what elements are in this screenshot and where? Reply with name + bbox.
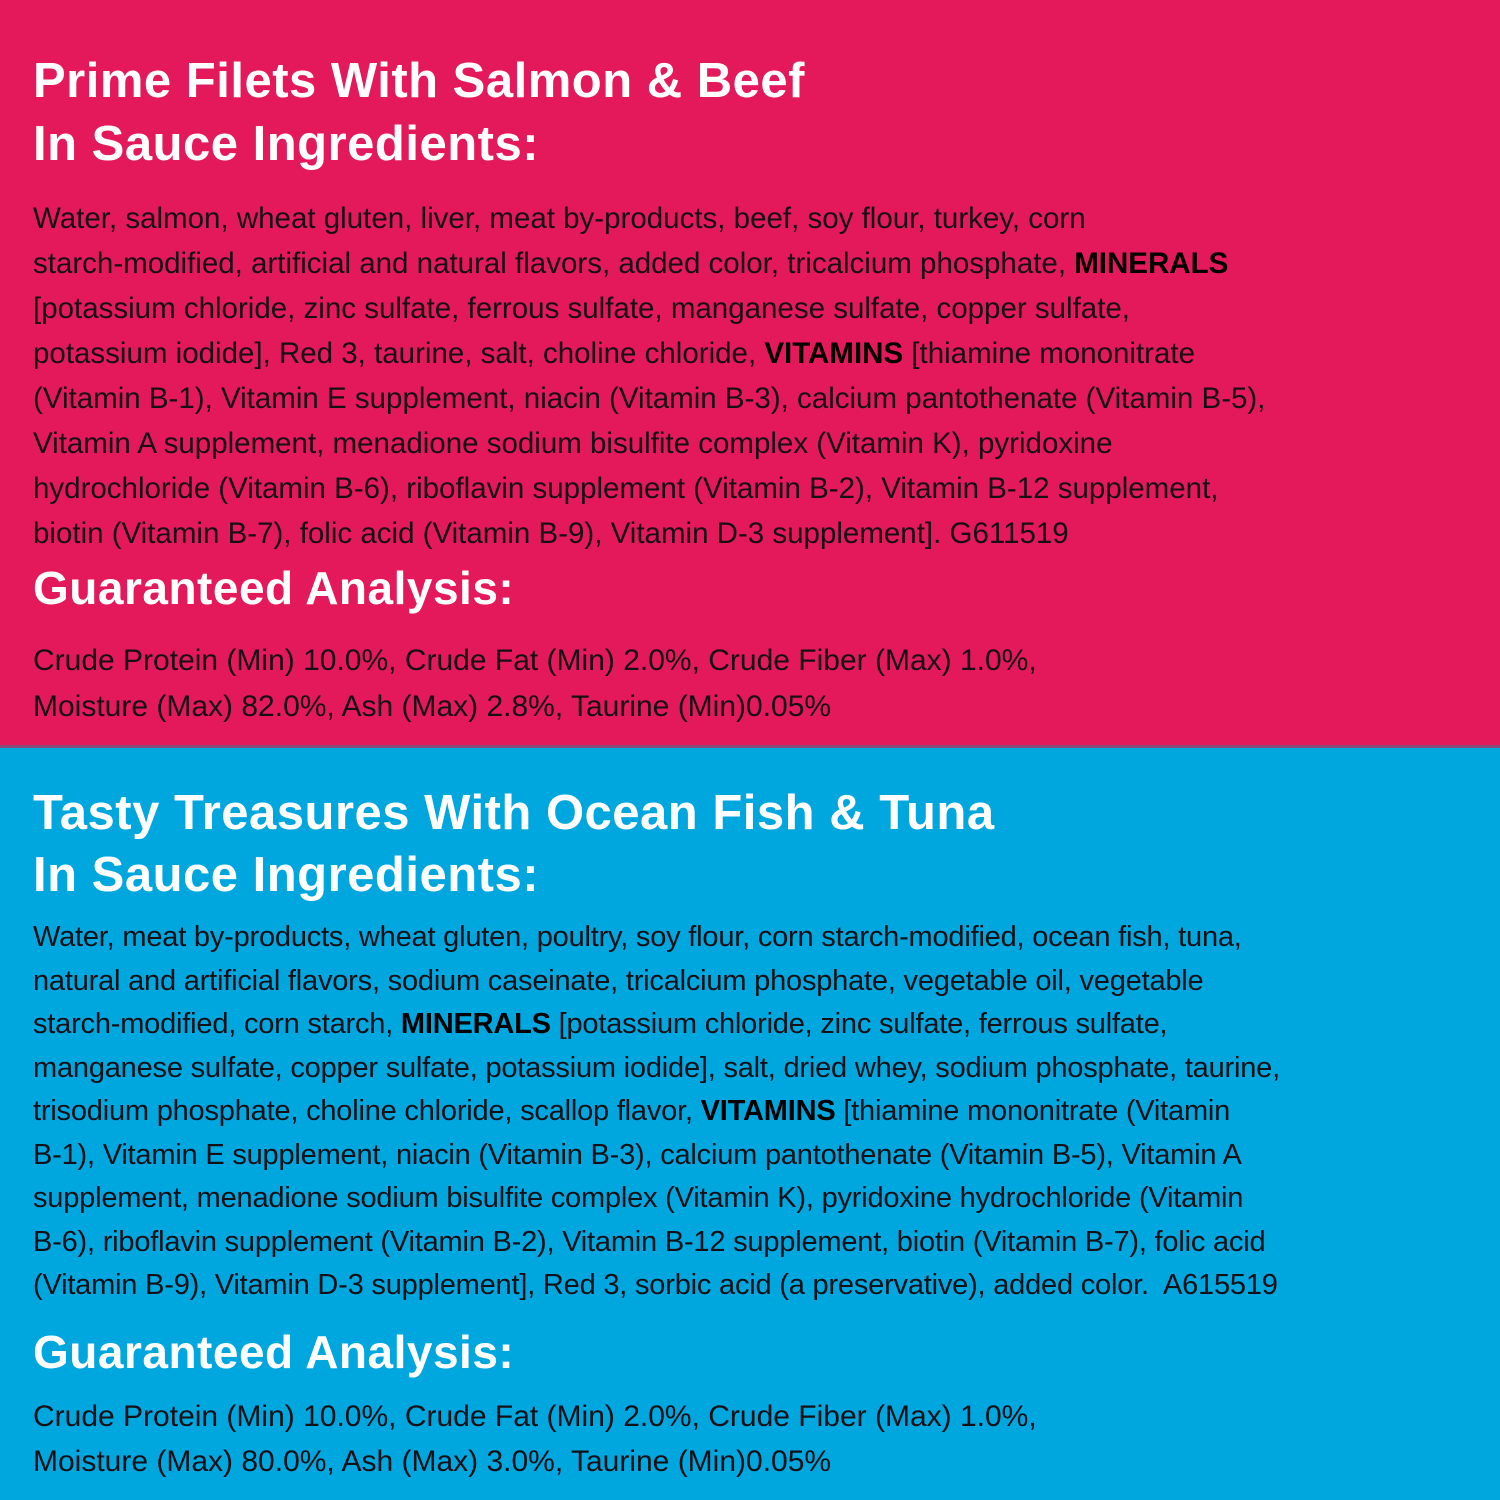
section-prime-filets bbox=[0, 0, 1500, 745]
section-tasty-treasures bbox=[0, 748, 1500, 1500]
product-1-heading: Prime Filets With Salmon & Beef In Sauce Ingredients: bbox=[33, 54, 805, 171]
product-1-guaranteed-analysis-heading: Guaranteed Analysis: bbox=[33, 562, 515, 614]
product-2-guaranteed-analysis-text: Crude Protein (Min) 10.0%, Crude Fat (Min) 2.0%, Crude Fiber (Max) 1.0%, Moisture (Max) 80.0%, Ash (Max) 3.0%, Taurine (Min)0.05% bbox=[33, 1399, 1037, 1478]
product-1-guaranteed-analysis-text: Crude Protein (Min) 10.0%, Crude Fat (Min) 2.0%, Crude Fiber (Max) 1.0%, Moisture (Max) 82.0%, Ash (Max) 2.8%, Taurine (Min)0.05% bbox=[33, 644, 1037, 723]
product-2-ingredients-text: Water, meat by-products, wheat gluten, poultry, soy flour, corn starch-modified, ocean fish, tuna, natural and artificial flavors, sodium caseinate, tricalcium phosphate, vegetable oil, vegetable starch-modified, corn starch, MINERALS [potassium chloride, zinc sulfate, ferrous sulfate, manganese sulfate, copper sulfate, potassium iodide], salt, dried whey, sodium phosphate, taurine, trisodium phosphate, choline chloride, scallop flavor, VITAMINS [thiamine mononitrate (Vitamin B-1), Vitamin E supplement, niacin (Vitamin B-3), calcium pantothenate (Vitamin B-5), Vitamin A supplement, menadione sodium bisulfite complex (Vitamin K), pyridoxine hydrochloride (Vitamin B-6), riboflavin supplement (Vitamin B-2), Vitamin B-12 supplement, biotin (Vitamin B-7), folic acid (Vitamin B-9), Vitamin D-3 supplement], Red 3, sorbic acid (a preservative), added color. A615519 bbox=[33, 921, 1280, 1301]
product-2-guaranteed-analysis-heading: Guaranteed Analysis: bbox=[33, 1325, 515, 1378]
product-1-ingredients-text: Water, salmon, wheat gluten, liver, meat by-products, beef, soy flour, turkey, corn starch-modified, artificial and natural flavors, added color, tricalcium phosphate, MINERALS [potassium chloride, zinc sulfate, ferrous sulfate, manganese sulfate, copper sulfate, potassium iodide], Red 3, taurine, salt, choline chloride, VITAMINS [thiamine mononitrate (Vitamin B-1), Vitamin E supplement, niacin (Vitamin B-3), calcium pantothenate (Vitamin B-5), Vitamin A supplement, menadione sodium bisulfite complex (Vitamin K), pyridoxine hydrochloride (Vitamin B-6), riboflavin supplement (Vitamin B-2), Vitamin B-12 supplement, biotin (Vitamin B-7), folic acid (Vitamin B-9), Vitamin D-3 supplement]. G611519 bbox=[33, 202, 1266, 550]
product-2-heading: Tasty Treasures With Ocean Fish & Tuna In Sauce Ingredients: bbox=[33, 786, 995, 902]
